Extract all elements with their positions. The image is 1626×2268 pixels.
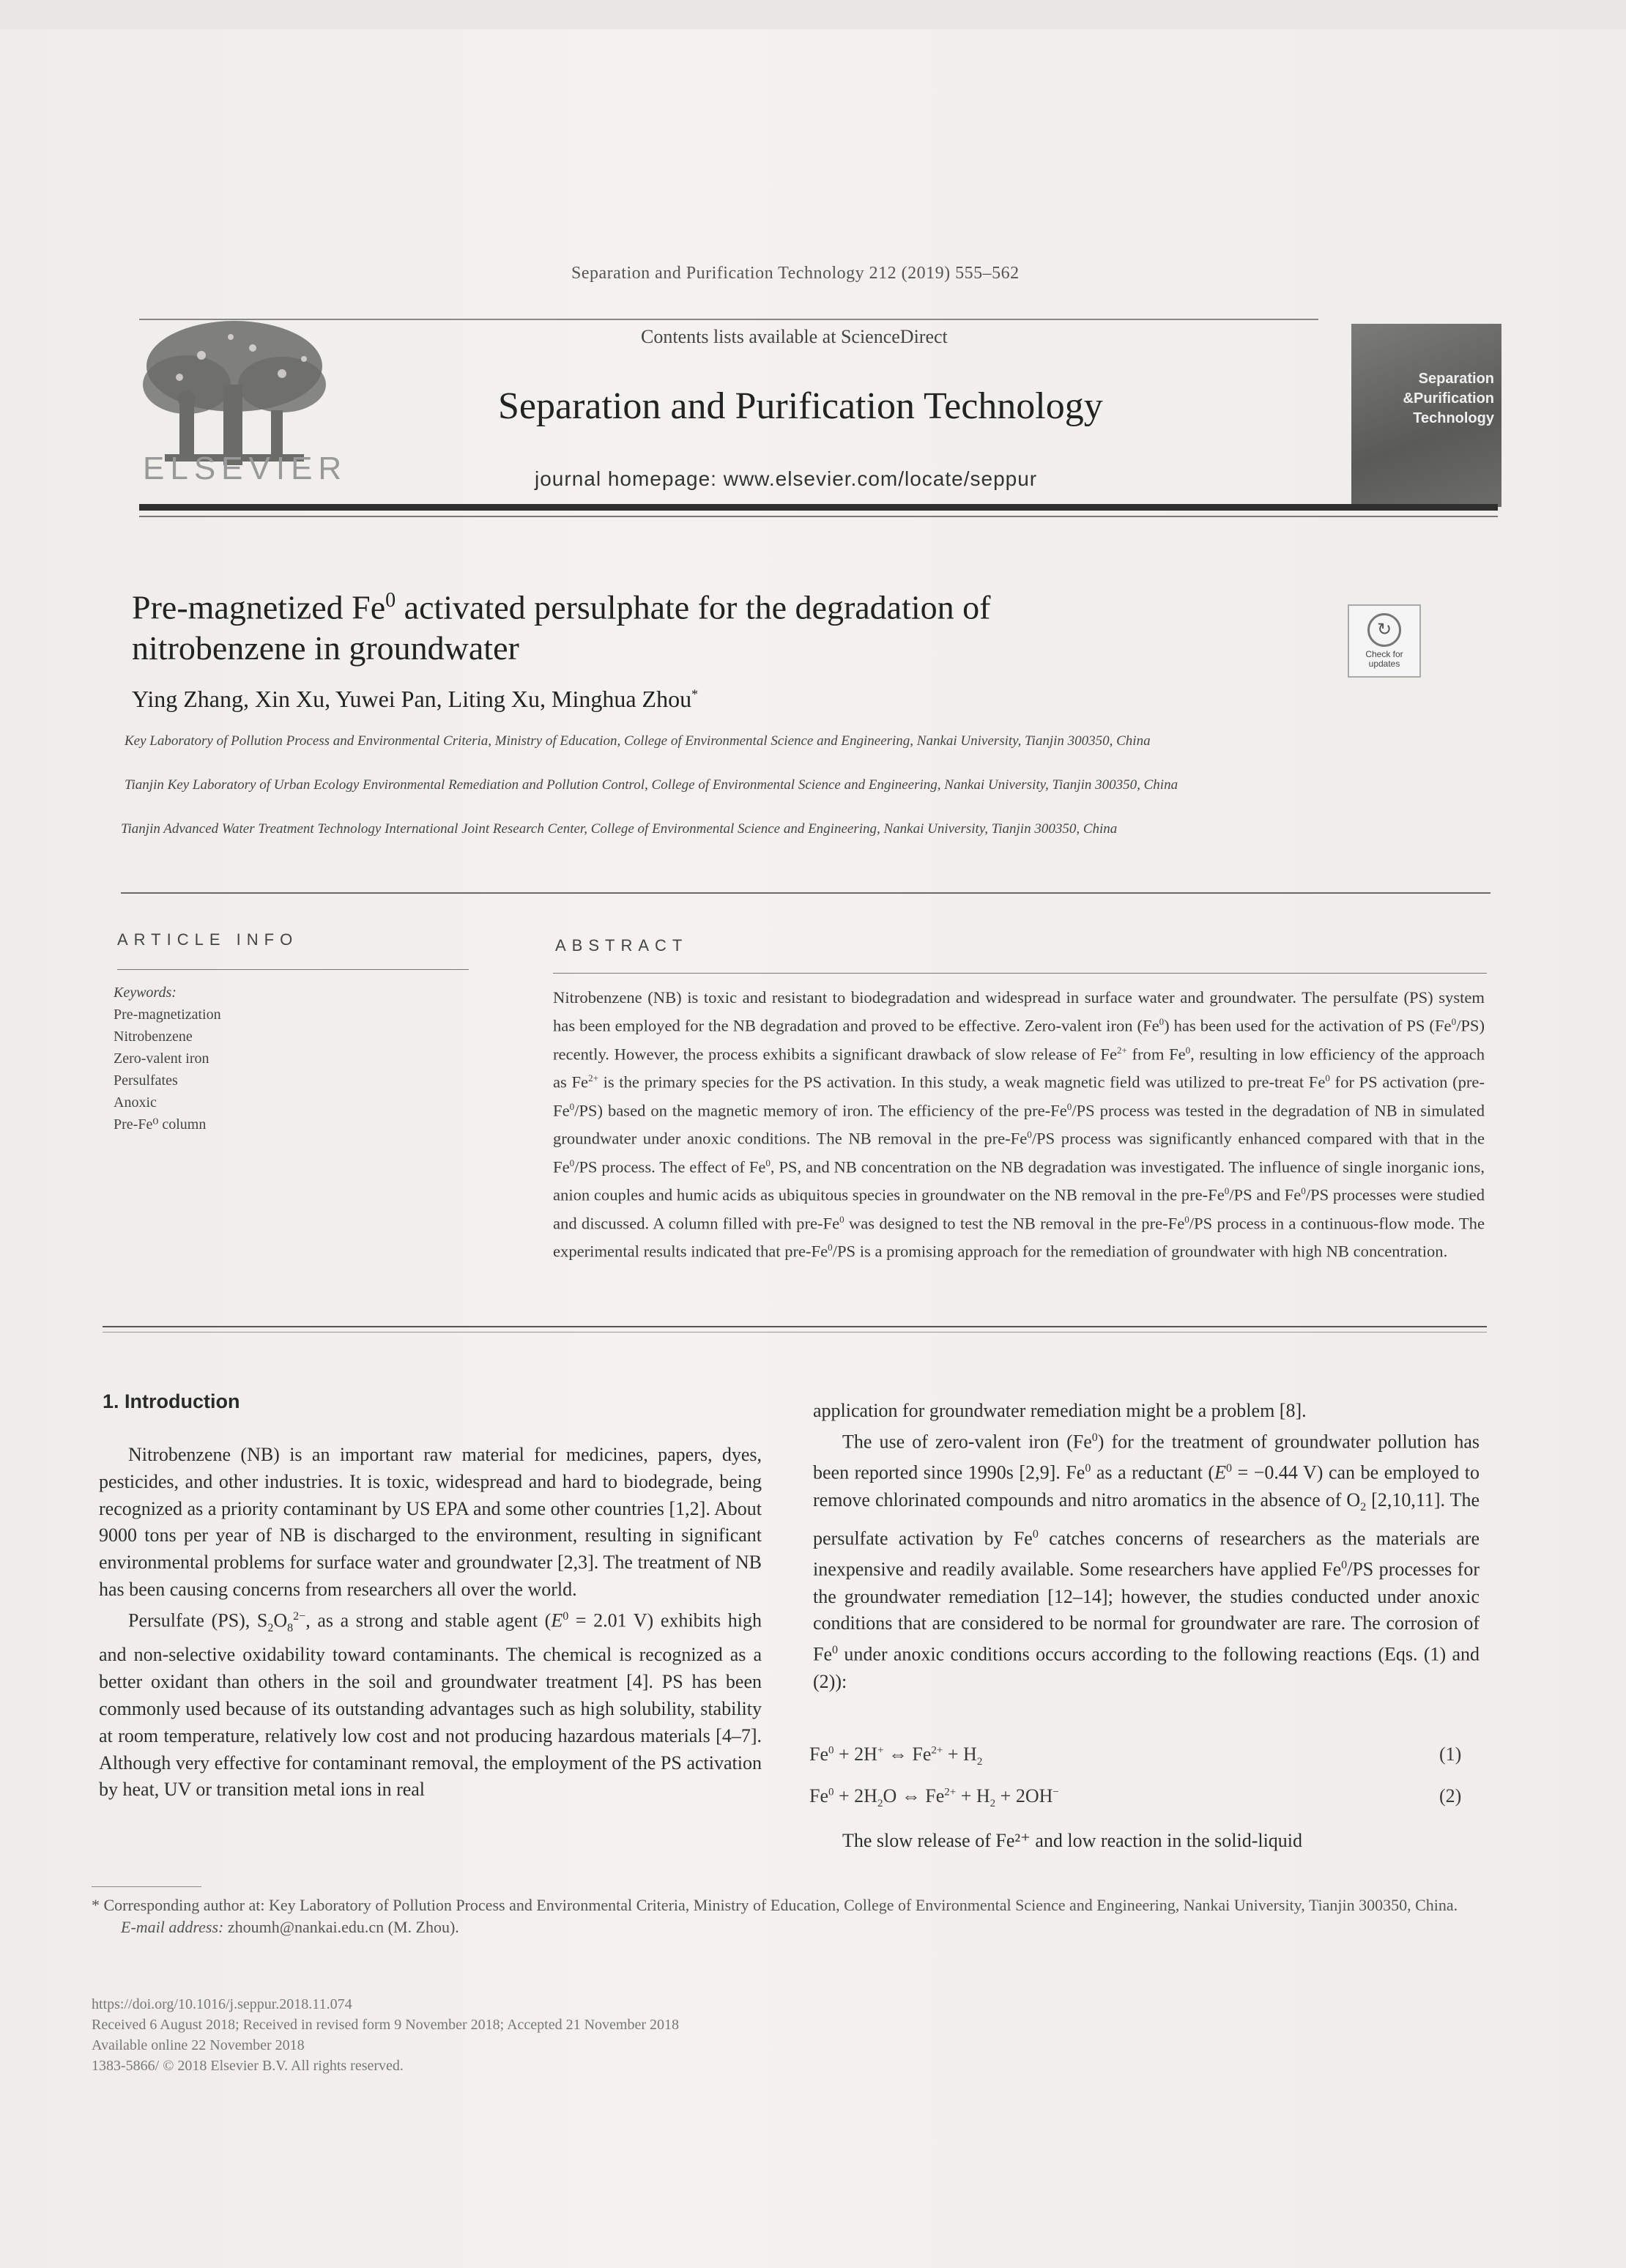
footnote-rule	[92, 1886, 201, 1887]
equation-1: $Fe^0 + 2H^+$ ⇔ $Fe^{2+} + H_2$	[809, 1743, 983, 1768]
equation-1-number: (1)	[1439, 1743, 1462, 1765]
keyword-item: Nitrobenzene	[114, 1029, 193, 1045]
refresh-icon: ↻	[1367, 613, 1401, 647]
article-info-heading: ARTICLE INFO	[117, 930, 299, 949]
journal-citation: Separation and Purification Technology 212 (2019) 555–562	[571, 264, 1020, 283]
keyword-item: Zero-valent iron	[114, 1050, 209, 1067]
publisher-logo-text: ELSEVIER	[143, 451, 348, 486]
contents-line: Contents lists available at ScienceDirect	[641, 326, 948, 347]
affiliation-1: Key Laboratory of Pollution Process and Environmental Criteria, Ministry of Education, College of Environmental Science and Engineering, Nankai University, Tianjin 300350, China	[125, 733, 1151, 749]
received-dates: Received 6 August 2018; Received in revised form 9 November 2018; Accepted 21 November 2018	[92, 2017, 680, 2033]
intro-paragraph-2: Persulfate (PS), $S_2O_8^{2-}$, as a strong and stable agent ($E^0 = 2.01$ V) exhibits high and non-selective oxidability toward contaminants. The chemical is recognized as a better oxidant than others in the soil and groundwater treatment [4]. PS has been commonly used because of its outstanding advantages such as high solubility, stability at room temperature, relatively low cost and not producing hazardous materials [4–7]. Although very effective for contaminant removal, the employment of the PS activation by heat, UV or transition metal ions in real	[99, 1609, 762, 1801]
cover-text-line: &Purification	[1403, 390, 1494, 407]
abstract-bottom-rule	[103, 1326, 1487, 1327]
affiliation-2: Tianjin Key Laboratory of Urban Ecology Environmental Remediation and Pollution Control, College of Environmental Science and Engineering, Nankai University, Tianjin 300350, China	[125, 777, 1178, 793]
intro-paragraph-1: Nitrobenzene (NB) is an important raw material for medicines, papers, dyes, pesticides, and other industries. It is toxic, widespread and hard to biodegrade, being recognized as a priority contaminant by US EPA and some other countries [1,2]. About 9000 tons per year of NB is discharged to the environment, resulting in significant environmental problems for surface water and groundwater [2,3]. The treatment of NB has been causing concerns from researchers all over the world.	[99, 1444, 762, 1600]
equation-2-number: (2)	[1439, 1785, 1462, 1806]
cover-text-line: Separation	[1418, 371, 1494, 387]
keywords-label: Keywords:	[114, 985, 177, 1001]
article-metadata	[92, 1994, 679, 2076]
copyright-line: 1383-5866/ © 2018 Elsevier B.V. All rights reserved.	[92, 2058, 404, 2074]
journal-title: Separation and Purification Technology	[498, 385, 1103, 427]
corresponding-author-footnote: * Corresponding author at: Key Laboratory of Pollution Process and Environmental Criteria, Ministry of Education, College of Environmental Science and Engineering, Nankai University, Tianjin 300350, China. E-mail address: zhoumh@nankai.edu.cn (M. Zhou).	[92, 1896, 1458, 1936]
keyword-item: Anoxic	[114, 1094, 157, 1111]
author-list: Ying Zhang, Xin Xu, Yuwei Pan, Liting Xu, Minghua Zhou*	[132, 686, 699, 712]
paper-title: Pre-magnetized Fe$^0$ activated persulphate for the degradation of nitrobenzene in groundwater	[132, 588, 991, 667]
header-thick-rule	[139, 504, 1498, 511]
keyword-item: Pre-Fe⁰ column	[114, 1116, 207, 1133]
abstract-rule	[553, 973, 1487, 974]
header-thin-rule	[139, 516, 1498, 517]
abstract-heading: ABSTRACT	[555, 936, 688, 955]
keywords-list	[114, 982, 221, 1135]
paper-page	[0, 29, 1626, 2268]
doi-link[interactable]: https://doi.org/10.1016/j.seppur.2018.11.074	[92, 1996, 352, 2012]
equation-2: $Fe^0 + 2H_2O$ ⇔ $Fe^{2+} + H_2 + 2OH^-$	[809, 1785, 1059, 1810]
affiliation-3: Tianjin Advanced Water Treatment Technology International Joint Research Center, College of Environmental Science and Engineering, Nankai University, Tianjin 300350, China	[121, 821, 1118, 837]
article-info-rule	[117, 969, 469, 970]
abstract-text: Nitrobenzene (NB) is toxic and resistant to biodegradation and widespread in surface water and groundwater. The persulfate (PS) system has been employed for the NB degradation and proved to be effective. Zero-valent iron (Fe$^0$) has been used for the activation of PS (Fe$^0$/PS) recently. However, the process exhibits a significant drawback of slow release of $Fe^{2+}$ from Fe$^0$, resulting in low efficiency of the approach as $Fe^{2+}$ is the primary species for the PS activation. In this study, a weak magnetic field was utilized to pre-treat Fe$^0$ for PS activation (pre-Fe$^0$/PS) based on the magnetic memory of iron. The efficiency of the pre-Fe$^0$/PS process was tested in the degradation of NB in simulated groundwater under anoxic conditions. The NB removal in the pre-Fe$^0$/PS process was significantly enhanced compared with that in the Fe$^0$/PS process. The effect of Fe$^0$, PS, and NB concentration on the NB degradation was investigated. The influence of single inorganic ions, anion couples and humic acids as ubiquitous species in groundwater on the NB removal in the pre-Fe$^0$/PS and Fe$^0$/PS processes were studied and discussed. A column filled with pre-Fe$^0$ was designed to test the NB removal in the pre-Fe$^0$/PS process in a continuous-flow mode. The experimental results indicated that pre-Fe$^0$/PS is a promising approach for the remediation of groundwater with high NB concentration.	[553, 988, 1485, 1261]
journal-homepage-link[interactable]: journal homepage: www.elsevier.com/locate/seppur	[535, 467, 1038, 490]
abstract-bottom-rule-thin	[103, 1332, 1487, 1333]
affiliations-bottom-rule	[121, 892, 1490, 894]
available-online-date: Available online 22 November 2018	[92, 2037, 305, 2053]
introduction-right-column	[813, 1398, 1480, 1695]
cover-text-line: Technology	[1413, 410, 1494, 426]
check-for-updates-button[interactable]: ↻ Check for updates	[1348, 604, 1421, 678]
intro-paragraph-3: The use of zero-valent iron (Fe$^0$) for the treatment of groundwater pollution has been reported since 1990s [2,9]. Fe$^0$ as a reductant ($E^0 = -0.44$ V) can be employed to remove chlorinated compounds and nitro aromatics in the absence of $O_2$ [2,10,11]. The persulfate activation by Fe$^0$ catches concerns of researchers as the materials are inexpensive and readily available. Some researchers have applied Fe$^0$/PS processes for the groundwater remediation [12–14]; however, the studies conducted under anoxic conditions that are considered to be normal for groundwater are rare. The corrosion of Fe$^0$ under anoxic conditions occurs according to the following reactions (Eqs. (1) and (2)):	[813, 1431, 1480, 1692]
journal-cover-thumbnail	[1351, 324, 1501, 507]
author-email-link[interactable]: zhoumh@nankai.edu.cn (M. Zhou).	[227, 1918, 459, 1936]
introduction-left-column	[99, 1442, 762, 1804]
keyword-item: Pre-magnetization	[114, 1007, 221, 1023]
introduction-heading: 1. Introduction	[103, 1390, 240, 1412]
keyword-item: Persulfates	[114, 1072, 178, 1089]
intro-continued-line: application for groundwater remediation might be a problem [8].	[813, 1400, 1307, 1421]
intro-last-line: The slow release of Fe²⁺ and low reaction in the solid-liquid	[842, 1830, 1303, 1851]
